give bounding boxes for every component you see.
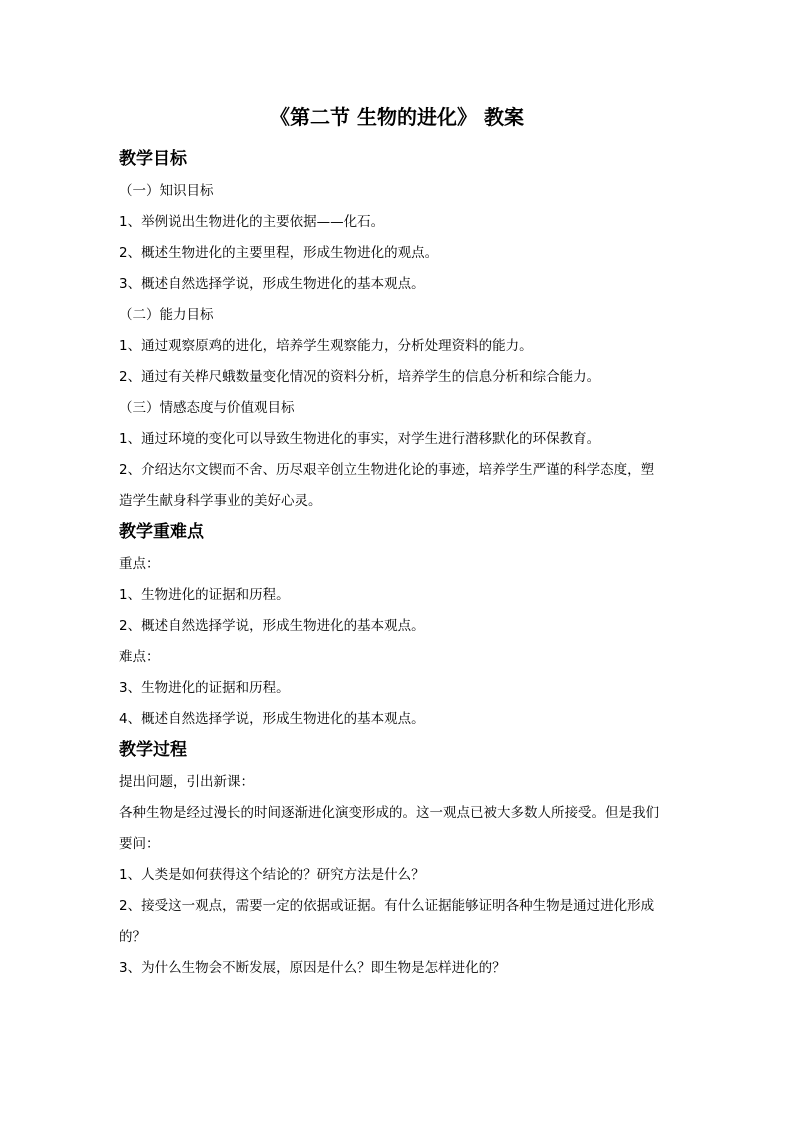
paragraph-line: 1、人类是如何获得这个结论的？研究方法是什么？ <box>119 867 425 883</box>
paragraph-line: 的？ <box>119 929 146 945</box>
list-item: 1、通过观察原鸡的进化，培养学生观察能力，分析处理资料的能力。 <box>119 338 533 354</box>
document-title: 《第二节 生物的进化》 教案 <box>270 105 524 129</box>
list-item: 3、概述自然选择学说，形成生物进化的基本观点。 <box>119 276 425 292</box>
section-heading-process: 教学过程 <box>119 740 187 760</box>
difficult-label: 难点： <box>119 649 160 665</box>
subsection-label-knowledge: （一）知识目标 <box>119 183 214 199</box>
key-label: 重点： <box>119 556 160 572</box>
paragraph-line: 2、接受这一观点，需要一定的依据或证据。有什么证据能够证明各种生物是通过进化形成 <box>119 898 655 914</box>
list-item: 2、概述自然选择学说，形成生物进化的基本观点。 <box>119 618 425 634</box>
paragraph-line: 各种生物是经过漫长的时间逐渐进化演变形成的。这一观点已被大多数人所接受。但是我们 <box>119 805 659 821</box>
paragraph-line: 3、为什么生物会不断发展，原因是什么？即生物是怎样进化的？ <box>119 960 506 976</box>
document-body <box>119 144 675 984</box>
section-heading-goals: 教学目标 <box>119 149 187 169</box>
paragraph-line: 提出问题，引出新课： <box>119 774 254 790</box>
subsection-label-ability: （二）能力目标 <box>119 307 214 323</box>
paragraph-line: 要问： <box>119 836 160 852</box>
list-item: 1、通过环境的变化可以导致生物进化的事实，对学生进行潜移默化的环保教育。 <box>119 431 601 447</box>
list-item: 2、介绍达尔文锲而不舍、历尽艰辛创立生物进化论的事迹，培养学生严谨的科学态度，塑 <box>119 462 655 478</box>
section-heading-keypoints: 教学重难点 <box>119 522 204 542</box>
subsection-label-emotion: （三）情感态度与价值观目标 <box>119 400 295 416</box>
list-item-continuation: 造学生献身科学事业的美好心灵。 <box>119 493 322 509</box>
list-item: 1、举例说出生物进化的主要依据——化石。 <box>119 214 385 230</box>
list-item: 2、概述生物进化的主要里程，形成生物进化的观点。 <box>119 245 439 261</box>
list-item: 1、生物进化的证据和历程。 <box>119 587 290 603</box>
list-item: 3、生物进化的证据和历程。 <box>119 680 290 696</box>
list-item: 4、概述自然选择学说，形成生物进化的基本观点。 <box>119 711 425 727</box>
list-item: 2、通过有关桦尺蛾数量变化情况的资料分析，培养学生的信息分析和综合能力。 <box>119 369 601 385</box>
